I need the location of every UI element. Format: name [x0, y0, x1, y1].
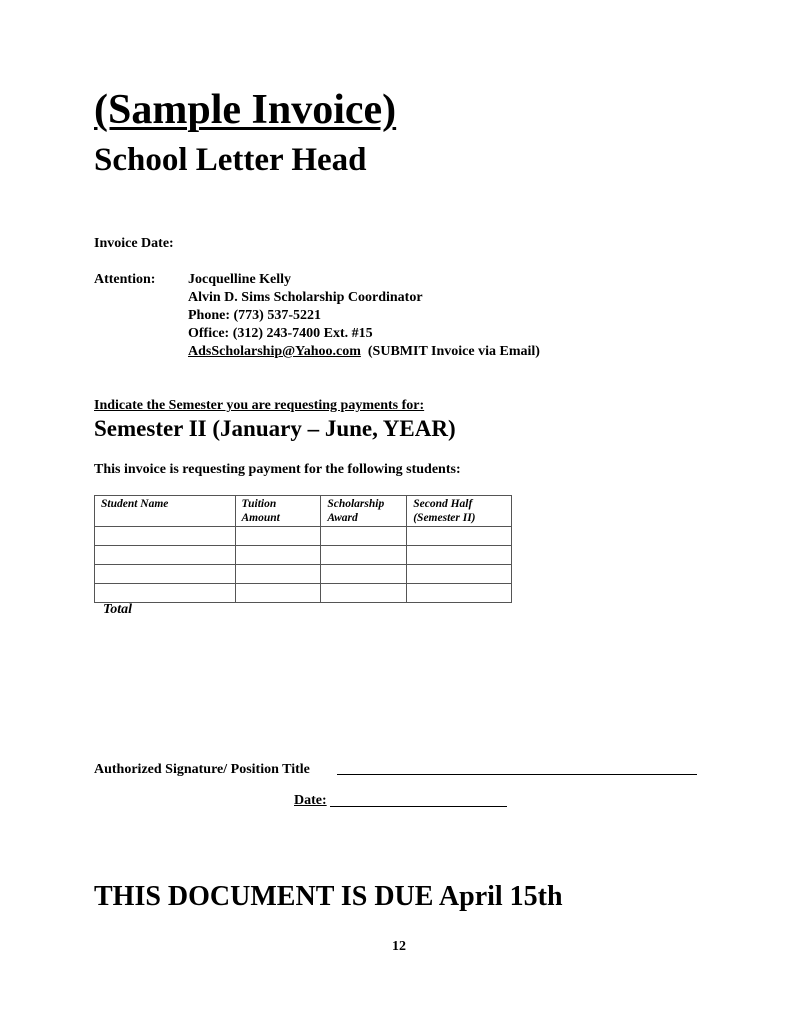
semester-prompt: Indicate the Semester you are requesting payments for: — [94, 398, 425, 413]
contact-name: Jocquelline Kelly — [188, 272, 292, 287]
table-cell[interactable] — [407, 565, 512, 584]
column-header-second-half: Second Half (Semester II) — [407, 496, 512, 527]
table-cell[interactable] — [321, 527, 407, 546]
table-cell[interactable] — [321, 546, 407, 565]
signature-label: Authorized Signature/ Position Title — [94, 762, 310, 777]
table-cell[interactable] — [95, 565, 236, 584]
page-number: 12 — [392, 939, 406, 954]
table-cell[interactable] — [321, 584, 407, 603]
table-row — [95, 546, 512, 565]
signature-date-label: Date: — [294, 793, 327, 808]
document-title: (Sample Invoice) — [94, 87, 397, 133]
table-row — [95, 527, 512, 546]
table-row — [95, 565, 512, 584]
contact-position: Alvin D. Sims Scholarship Coordinator — [188, 290, 423, 305]
email-note: (SUBMIT Invoice via Email) — [367, 344, 540, 359]
contact-phone: Phone: (773) 537-5221 — [188, 308, 321, 323]
table-cell[interactable] — [407, 546, 512, 565]
signature-line[interactable] — [337, 774, 697, 775]
total-label: Total — [103, 602, 133, 617]
table-cell[interactable] — [407, 584, 512, 603]
attention-label: Attention: — [94, 272, 156, 287]
table-cell[interactable] — [235, 527, 321, 546]
table-cell[interactable] — [235, 565, 321, 584]
table-header-row — [95, 496, 512, 527]
column-header-tuition-amount: Tuition Amount — [235, 496, 321, 527]
table-cell[interactable] — [407, 527, 512, 546]
column-header-student-name: Student Name — [95, 496, 236, 527]
students-table — [94, 495, 512, 603]
contact-email-line — [188, 343, 540, 361]
letterhead-placeholder: School Letter Head — [94, 142, 367, 178]
table-cell[interactable] — [95, 546, 236, 565]
signature-date-line[interactable] — [330, 806, 507, 807]
table-cell[interactable] — [321, 565, 407, 584]
table-cell[interactable] — [95, 527, 236, 546]
contact-block — [188, 271, 540, 361]
students-intro: This invoice is requesting payment for the following students: — [94, 462, 461, 477]
invoice-date-label: Invoice Date: — [94, 236, 174, 251]
contact-office: Office: (312) 243-7400 Ext. #15 — [188, 326, 373, 341]
table-cell[interactable] — [235, 584, 321, 603]
semester-value: Semester II (January – June, YEAR) — [94, 416, 456, 441]
email-link[interactable]: AdsScholarship@Yahoo.com — [188, 344, 361, 359]
table-cell[interactable] — [235, 546, 321, 565]
table-cell[interactable] — [95, 584, 236, 603]
column-header-scholarship-award: Scholarship Award — [321, 496, 407, 527]
table-row — [95, 584, 512, 603]
due-notice: THIS DOCUMENT IS DUE April 15th — [94, 881, 563, 912]
